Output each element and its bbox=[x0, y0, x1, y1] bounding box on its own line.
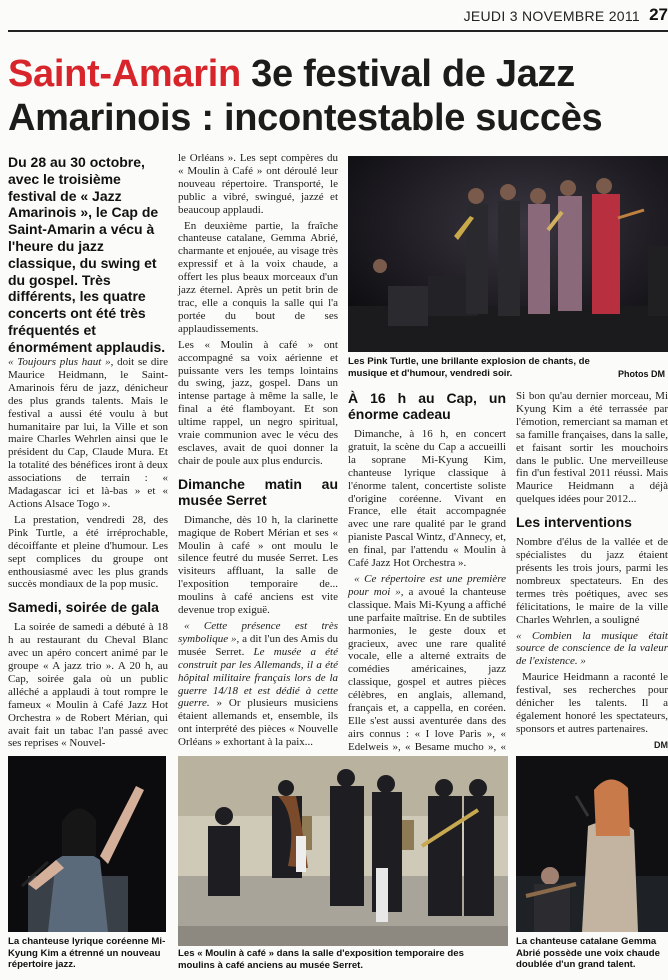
quote: Le musée a été construit par les Allemands, il a été hôpital militaire français lors de la guerre 14/18 et est dédié à cette guerre. bbox=[178, 645, 338, 710]
article-column-3 bbox=[348, 390, 506, 770]
photo-credit: Photos DM bbox=[618, 369, 665, 379]
museum-band-illustration bbox=[178, 756, 508, 946]
headline-place: Saint-Amarin bbox=[8, 53, 241, 95]
paragraph: » Or plusieurs musiciens étaient allemands et, ensemble, ils ont interprété des pièces « Nouvelle Orléans » exhortant à la paix... bbox=[178, 697, 338, 749]
article-column-4 bbox=[516, 390, 668, 755]
singer-illustration bbox=[8, 756, 166, 932]
quote: « Toujours plus haut » bbox=[8, 356, 111, 368]
lead-paragraph: Du 28 au 30 octobre, avec le troisième festival de « Jazz Amarinois », le Cap de Saint-Amarin a vécu à l'heure du jazz classique, du swing et du gospel. Très différents, les quatre concerts ont été très fréquentés et énormément applaudis. bbox=[8, 154, 166, 355]
paragraph: Dimanche, à 16 h, en concert gratuit, la scène du Cap a accueilli la soprane Mi-Kyung Kim, chanteuse lyrique classique à l'énorme talent, concertiste soliste d'origine coréenne. Vivant en France, elle était accompagnée avec une rare qualité par le grand pianiste Pascal Wintz, d'Annecy, et, en final, par l'attendu « Moulin à Café Jazz Hot Orchestra ». bbox=[348, 428, 506, 570]
paragraph: La soirée de samedi a débuté à 18 h au restaurant du Cheval Blanc avec un apéro concert animé par le groupe « A jazz trio ». A 20 h, au Cap, soirée gala où un public alléché a applaudi à tout rompre le fameux « Moulin à Café Jazz Hot Orchestra » de Robert Mérian, qui avait fait un tabac l'an passé avec ses reprises « Nouvel- bbox=[8, 621, 168, 750]
paragraph: Dimanche, dès 10 h, la clarinette magique de Robert Mérian et ses « Moulin à café » ont moulu le silence feutré du musée Serret. Les visiteurs affluant, la salle de l'exposition temporaire de... moulins à café anciens est vite devenue trop exiguë. bbox=[178, 513, 338, 617]
photo-gemma-abrie bbox=[516, 756, 668, 932]
paragraph: Nombre d'élus de la vallée et de spécialistes du jazz étaient présents les trois jours, parmi les nombreux spectateurs. En des termes très poétiques, avec ses félicitations, le maire de la ville Charles Wehrlen, a souligné bbox=[516, 536, 668, 626]
quote: « Ce répertoire est une première pour moi » bbox=[348, 572, 506, 598]
singer-illustration bbox=[516, 756, 668, 932]
paragraph: , a dit l'un des Amis du musée Serret. bbox=[178, 632, 338, 658]
paragraph: le Orléans ». Les sept compères du « Moulin à Café » ont déroulé leur nouveau répertoire. Transporté, le public a vibré, swingué, jazzé et beaucoup applaudi. bbox=[178, 152, 338, 216]
caption-pink-turtle: Les Pink Turtle, une brillante explosion de chants, de musique et d'humour, vendredi soir. bbox=[348, 356, 590, 379]
photo-moulin-a-cafe bbox=[178, 756, 508, 946]
caption-gemma-abrie: La chanteuse catalane Gemma Abrié possède une voix chaude doublée d'un grand talent. bbox=[516, 936, 660, 970]
caption-mi-kyung-kim: La chanteuse lyrique coréenne Mi-Kyung Kim a étrenné un nouveau répertoire jazz. bbox=[8, 936, 166, 970]
subheading-dimanche: Dimanche matin au musée Serret bbox=[178, 475, 338, 508]
page-number: 27 bbox=[649, 5, 668, 24]
article-column-1 bbox=[8, 356, 168, 753]
subheading-gala: Samedi, soirée de gala bbox=[8, 599, 159, 616]
issue-date: JEUDI 3 NOVEMBRE 2011 bbox=[463, 8, 640, 24]
signature: DM bbox=[654, 739, 668, 750]
paragraph: Si bon qu'au dernier morceau, Mi Kyung Kim a été terrassée par l'émotion, remerciant sa maman et sa famille françaises, dans la salle, et faisant sortir les mouchoirs dans le public. Une merveilleuse fin d'un festival 2011 réussi. Mais Maurice Heidmann a déjà quelques idées pour 2012... bbox=[516, 390, 668, 506]
caption-moulin-a-cafe: Les « Moulin à café » dans la salle d'exposition temporaire des moulins à café anciens au musée Serret. bbox=[178, 948, 464, 971]
photo-mi-kyung-kim bbox=[8, 756, 166, 932]
quote: « Cette présence est très symbolique » bbox=[178, 620, 338, 645]
headline bbox=[8, 52, 668, 140]
paragraph: En deuxième partie, la fraîche chanteuse catalane, Gemma Abrié, charmante et enjouée, au visage très expressif et à la voix chaude, a offert les plus beaux morceaux d'un jazz éternel. Après un petit brin de trac, elle a conquis la salle qui l'a portée du bout de ses applaudissements. bbox=[178, 219, 338, 335]
headline-line2: Amarinois : incontestable succès bbox=[8, 97, 603, 139]
paragraph: La prestation, vendredi 28, des Pink Turtle, a été irréprochable, décoiffante et pleine d'humour. Les sept complices du groupe ont enthousiasmé avec les plus grands succès mondiaux de la pop music. bbox=[8, 513, 168, 591]
photo-pink-turtle bbox=[348, 156, 668, 352]
subheading-16h: À 16 h au Cap, un énorme cadeau bbox=[348, 390, 506, 422]
paragraph: Les « Moulin à café » ont accompagné sa voix aérienne et puissante vers les temps lointains du swing, jazz, gospel. Dans un intense partage à même la salle, le final a été flamboyant. Et son ultime rappel, un negro spiritual, vraie communion avec le vécu des esclaves, avait de quoi donner la chair de poule aux plus endurcis. bbox=[178, 338, 338, 467]
article-column-2 bbox=[178, 152, 338, 752]
paragraph: , doit se dire Maurice Heidmann, le Saint-Amarinois féru de jazz, dénicheur des plus grands talents. Mais le festival a aussi été voulu à but humanitaire par lui, la Ville et son maire Charles Wehrlen ainsi que le président du Cap, Claude Mura. Et la totalité des bénéfices iront à deux associations de terrain : « Madagascar ici et là-bas » et « Actions Alsace Togo ». bbox=[8, 356, 168, 510]
band-stage-illustration bbox=[348, 156, 668, 352]
paragraph: Maurice Heidmann a raconté le festival, ses recherches pour dénicher les talents. Il a également honoré les spectateurs, sponsors et autres partenaires. bbox=[516, 671, 668, 735]
quote: « Combien la musique était source de conscience de la valeur de l'existence. » bbox=[516, 629, 668, 668]
headline-line1: 3e festival de Jazz bbox=[240, 53, 575, 95]
paragraph: , a avoué la chanteuse classique. Mais Mi-Kyung a affiché une parfaite maîtrise. En de subtiles harmonies, le geste doux et gracieux, avec une rare qualité vocale, elle a alterné extraits de comédies américaines, jazz classique, gospel et autres pièces célèbres, en anglais, allemand, français et, a cappella, en coréen. Elle s'est aussi aventurée dans des airs connus : « I love Paris », « Edelweis », « Besame mucho », « bbox=[348, 585, 507, 753]
subheading-interventions: Les interventions bbox=[516, 514, 632, 531]
header-rule bbox=[8, 30, 668, 32]
